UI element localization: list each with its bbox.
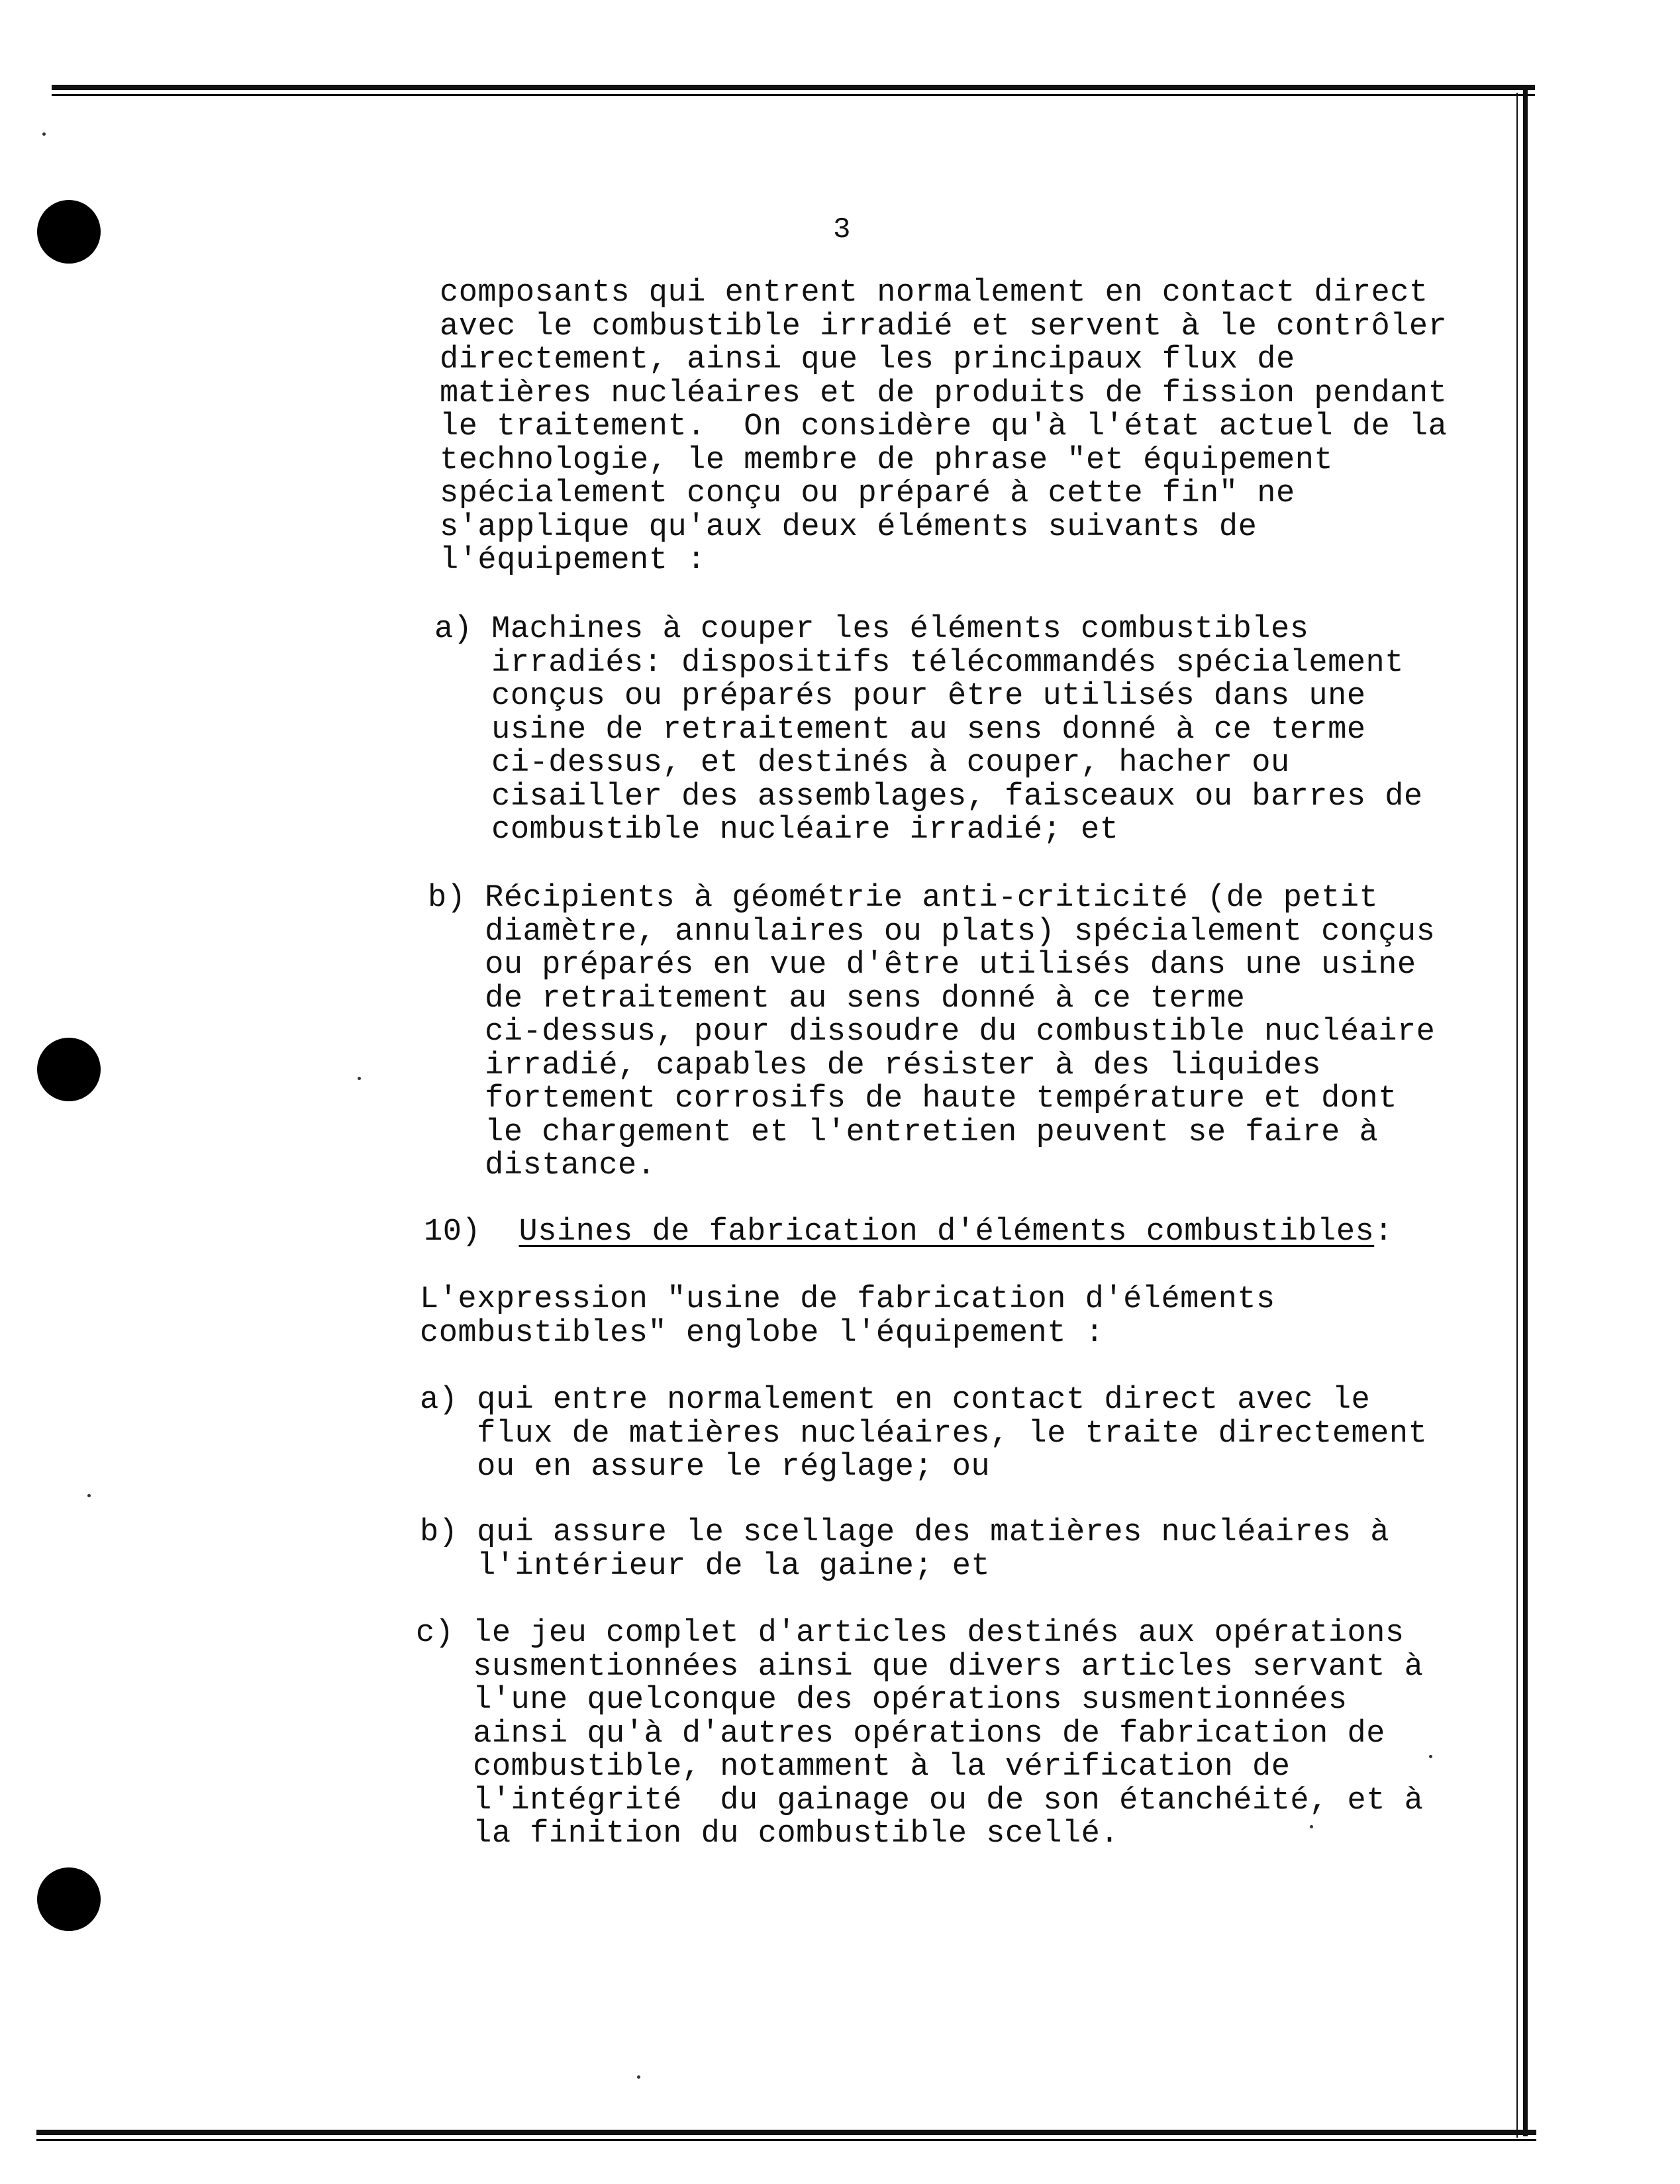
section-number: 10): [424, 1215, 519, 1250]
page-border-top-thick: [52, 85, 1535, 90]
punch-hole: [37, 200, 101, 264]
list-item-b-sealing: b) qui assure le scellage des matières nucléaires à l'intérieur de la gaine; et: [420, 1515, 1389, 1584]
page-number: 3: [833, 213, 852, 246]
scan-speck: [87, 1494, 91, 1497]
intro-paragraph: composants qui entrent normalement en contact direct avec le combustible irradié et servent à le contrôler directement, ainsi que les principaux flux de matières nucléaires et de produits de fission pendant le traitement. On considère qu'à l'état actuel de la technologie, le membre de phrase "et équipement spécialement conçu ou préparé à cette fin" ne s'applique qu'aux deux éléments suivants de l'équipement :: [440, 275, 1448, 578]
punch-hole: [37, 1867, 101, 1931]
section-title: Usines de fabrication d'éléments combustibles: [519, 1215, 1375, 1250]
page-border-bottom-thin: [36, 2139, 1536, 2141]
page-border-right-thin: [1516, 93, 1518, 2138]
page-border-right-thick: [1523, 90, 1528, 2136]
scan-speck: [358, 1077, 361, 1080]
scan-speck: [637, 2075, 640, 2079]
scan-speck: [1429, 1755, 1432, 1758]
section-title-colon: :: [1374, 1215, 1393, 1250]
list-item-c-complete-set: c) le jeu complet d'articles destinés aux opérations susmentionnées ainsi que divers articles servant à l'une quelconque des opérations susmentionnées ainsi qu'à d'autres opérations de fabrication de combustible, notamment à la vérification de l'intégrité du gainage ou de son étanchéité, et à la finition du combustible scellé.: [416, 1616, 1424, 1852]
scan-speck: [42, 132, 46, 136]
section-heading: [424, 1216, 1393, 1250]
list-item-a-direct-contact: a) qui entre normalement en contact direct avec le flux de matières nucléaires, le traite directement ou en assure le réglage; ou: [420, 1383, 1428, 1485]
punch-hole: [37, 1038, 101, 1101]
list-item-a-cutting-machines: a) Machines à couper les éléments combustibles irradiés: dispositifs télécommandés spécialement conçus ou préparés pour être utilisés dans une usine de retraitement au sens donné à ce terme ci-dessus, et destinés à couper, hacher ou cisailler des assemblages, faisceaux ou barres de combustible nucléaire irradié; et: [434, 612, 1423, 848]
list-item-b-dissolvers: b) Récipients à géométrie anti-criticité (de petit diamètre, annulaires ou plats) spécialement conçus ou préparés en vue d'être utilisés dans une usine de retraitement au sens donné à ce terme ci-dessus, pour dissoudre du combustible nucléaire irradié, capables de résister à des liquides fortement corrosifs de haute température et dont le chargement et l'entretien peuvent se faire à distance.: [428, 881, 1436, 1183]
definition-paragraph: L'expression "usine de fabrication d'éléments combustibles" englobe l'équipement :: [420, 1282, 1275, 1351]
page-border-top-thin: [52, 94, 1535, 96]
page-border-bottom-thick: [36, 2130, 1536, 2135]
